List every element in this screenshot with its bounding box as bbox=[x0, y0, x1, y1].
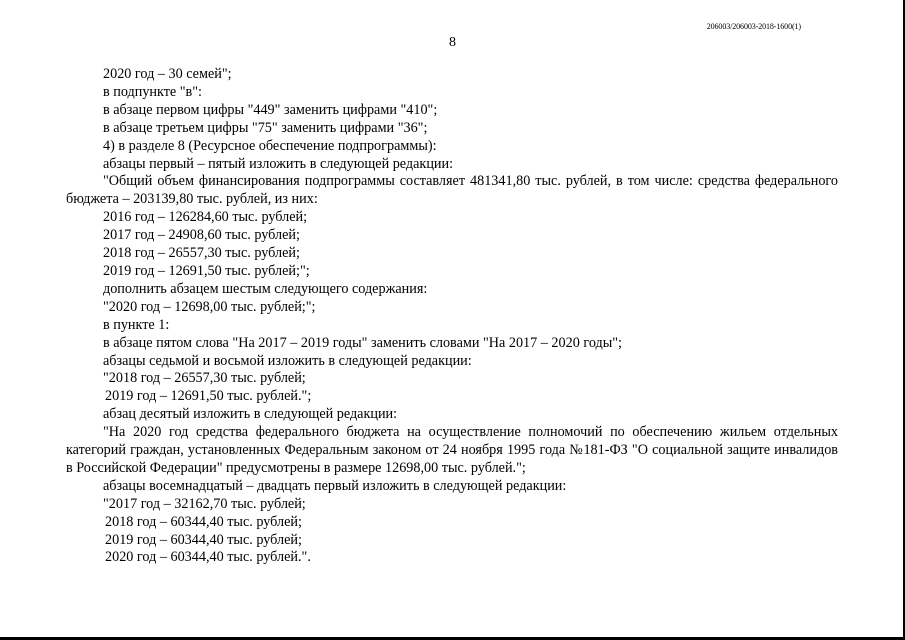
text-line: абзацы первый – пятый изложить в следующей редакции: bbox=[103, 155, 454, 172]
document-body bbox=[66, 66, 838, 567]
text-line: 2020 год – 60344,40 тыс. рублей.". bbox=[105, 549, 311, 566]
text-line: "2018 год – 26557,30 тыс. рублей; bbox=[103, 370, 306, 387]
text-line: 2018 год – 60344,40 тыс. рублей; bbox=[105, 513, 302, 530]
document-code: 206003/206003-2018-1600(1) bbox=[706, 22, 801, 31]
text-line: абзацы седьмой и восьмой изложить в следующей редакции: bbox=[103, 352, 472, 369]
text-line: 2019 год – 12691,50 тыс. рублей;"; bbox=[103, 262, 310, 279]
text-line: в пункте 1: bbox=[103, 316, 170, 333]
text-line: 2017 год – 24908,60 тыс. рублей; bbox=[103, 227, 300, 244]
text-line: в абзаце третьем цифры "75" заменить цифрами "36"; bbox=[103, 119, 428, 136]
paragraph: "Общий объем финансирования подпрограммы составляет 481341,80 тыс. рублей, в том числе: средства федерального бюджета – 203139,80 тыс. рублей, из них: bbox=[66, 173, 838, 208]
text-line: 2020 год – 30 семей"; bbox=[103, 66, 232, 82]
text-line: абзацы восемнадцатый – двадцать первый изложить в следующей редакции: bbox=[103, 477, 567, 494]
text-line: 2019 год – 60344,40 тыс. рублей; bbox=[105, 531, 302, 548]
text-line: 2016 год – 126284,60 тыс. рублей; bbox=[103, 209, 308, 226]
text-line: 4) в разделе 8 (Ресурсное обеспечение подпрограммы): bbox=[103, 137, 437, 154]
text-line: 2019 год – 12691,50 тыс. рублей."; bbox=[105, 388, 312, 405]
text-line: в подпункте "в": bbox=[103, 83, 202, 100]
text-line: 2018 год – 26557,30 тыс. рублей; bbox=[103, 245, 300, 262]
text-line: в абзаце первом цифры "449" заменить цифрами "410"; bbox=[103, 101, 438, 118]
page-number: 8 bbox=[449, 35, 456, 50]
text-line: в абзаце пятом слова "На 2017 – 2019 годы" заменить словами "На 2017 – 2020 годы"; bbox=[103, 334, 622, 351]
text-line: дополнить абзацем шестым следующего содержания: bbox=[103, 280, 428, 297]
text-line: "2017 год – 32162,70 тыс. рублей; bbox=[103, 495, 306, 512]
text-line: "2020 год – 12698,00 тыс. рублей;"; bbox=[103, 298, 316, 315]
text-line: абзац десятый изложить в следующей редакции: bbox=[103, 406, 398, 423]
paragraph: "На 2020 год средства федерального бюджета на осуществление полномочий по обеспечению жильем отдельных категорий граждан, установленных Федеральным законом от 24 ноября 1995 года №181-ФЗ "О социальной защите инвалидов в Российской Федерации" предусмотрены в размере 12698,00 тыс. рублей."; bbox=[66, 424, 838, 476]
